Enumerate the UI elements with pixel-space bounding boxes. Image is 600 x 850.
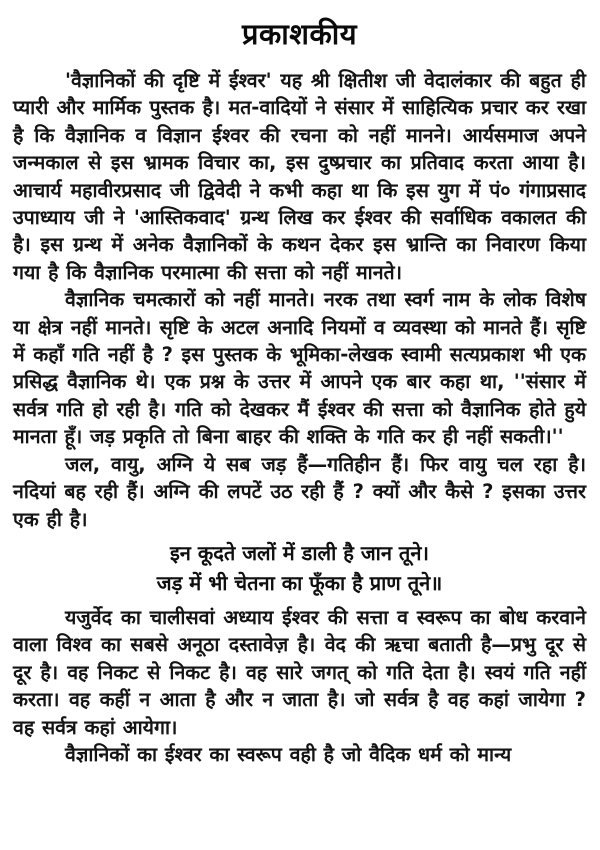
verse-line-2: जड़ में भी चेतना का फूँका है प्राण तूने॥ — [156, 570, 443, 595]
paragraph-1: 'वैज्ञानिकों की दृष्टि में ईश्वर' यह श्री क्षितीश जी वेदालंकार की बहुत ही प्यारी और मार्मिक पुस्तक है। मत-वादियों ने संसार में साहित्यिक प्रचार कर रखा है कि वैज्ञानिक व विज्ञान ईश्वर की रचना को नहीं मानने। आर्यसमाज अपने जन्मकाल से इस भ्रामक विचार का, इस दुष्प्रचार का प्रतिवाद करता आया है। आचार्य महावीरप्रसाद जी द्विवेदी ने कभी कहा था कि इस युग में पं० गंगाप्रसाद उपाध्याय जी ने 'आस्तिकवाद' ग्रन्थ लिख कर ईश्वर की सर्वाधिक वकालत की है। इस ग्रन्थ में अनेक वैज्ञानिकों के कथन देकर इस भ्रान्ति का निवारण किया गया है कि वैज्ञानिक परमात्मा की सत्ता को नहीं मानते। — [13, 69, 586, 284]
page-title: प्रकाशकीय — [241, 17, 358, 51]
paragraph-2: वैज्ञानिक चमत्कारों को नहीं मानते। नरक तथा स्वर्ग नाम के लोक विशेष या क्षेत्र नहीं मानते। सृष्टि के अटल अनादि नियमों व व्यवस्था को मानते हैं। सृष्टि में कहाँ गति नहीं है ? इस पुस्तक के भूमिका-लेखक स्वामी सत्यप्रकाश भी एक प्रसिद्ध वैज्ञानिक थे। एक प्रश्न के उत्तर में आपने एक बार कहा था, ''संसार में सर्वत्र गति हो रही है। गति को देखकर मैं ईश्वर की सत्ता को वैज्ञानिक होते हुये मानता हूँ। जड़ प्रकृति तो बिना बाहर की शक्ति के गति कर ही नहीं सकती।'' — [13, 288, 586, 449]
verse-line-1: इन कूदते जलों में डाली है जान तूने। — [169, 540, 430, 565]
paragraph-5: वैज्ञानिकों का ईश्वर का स्वरूप वही है जो वैदिक धर्म को मान्य — [65, 742, 512, 766]
paragraph-3: जल, वायु, अग्नि ये सब जड़ हैं—गतिहीन हैं। फिर वायु चल रहा है। नदियां बह रही हैं। अग्नि की लपटें उठ रही हैं ? क्यों और कैसे ? इसका उत्तर एक ही है। — [13, 452, 586, 531]
verse-couplet — [13, 538, 586, 598]
paragraph-4: यजुर्वेद का चालीसवां अध्याय ईश्वर की सत्ता व स्वरूप का बोध करवाने वाला विश्व का सबसे अनूठा दस्तावेज़ है। वेद की ऋचा बताती है—प्रभु दूर से दूर है। वह निकट से निकट है। वह सारे जगत् को गति देता है। स्वयं गति नहीं करता। वह कहीं न आता है और न जाता है। जो सर्वत्र है वह कहां जायेगा ? वह सर्वत्र कहां आयेगा। — [13, 605, 586, 739]
